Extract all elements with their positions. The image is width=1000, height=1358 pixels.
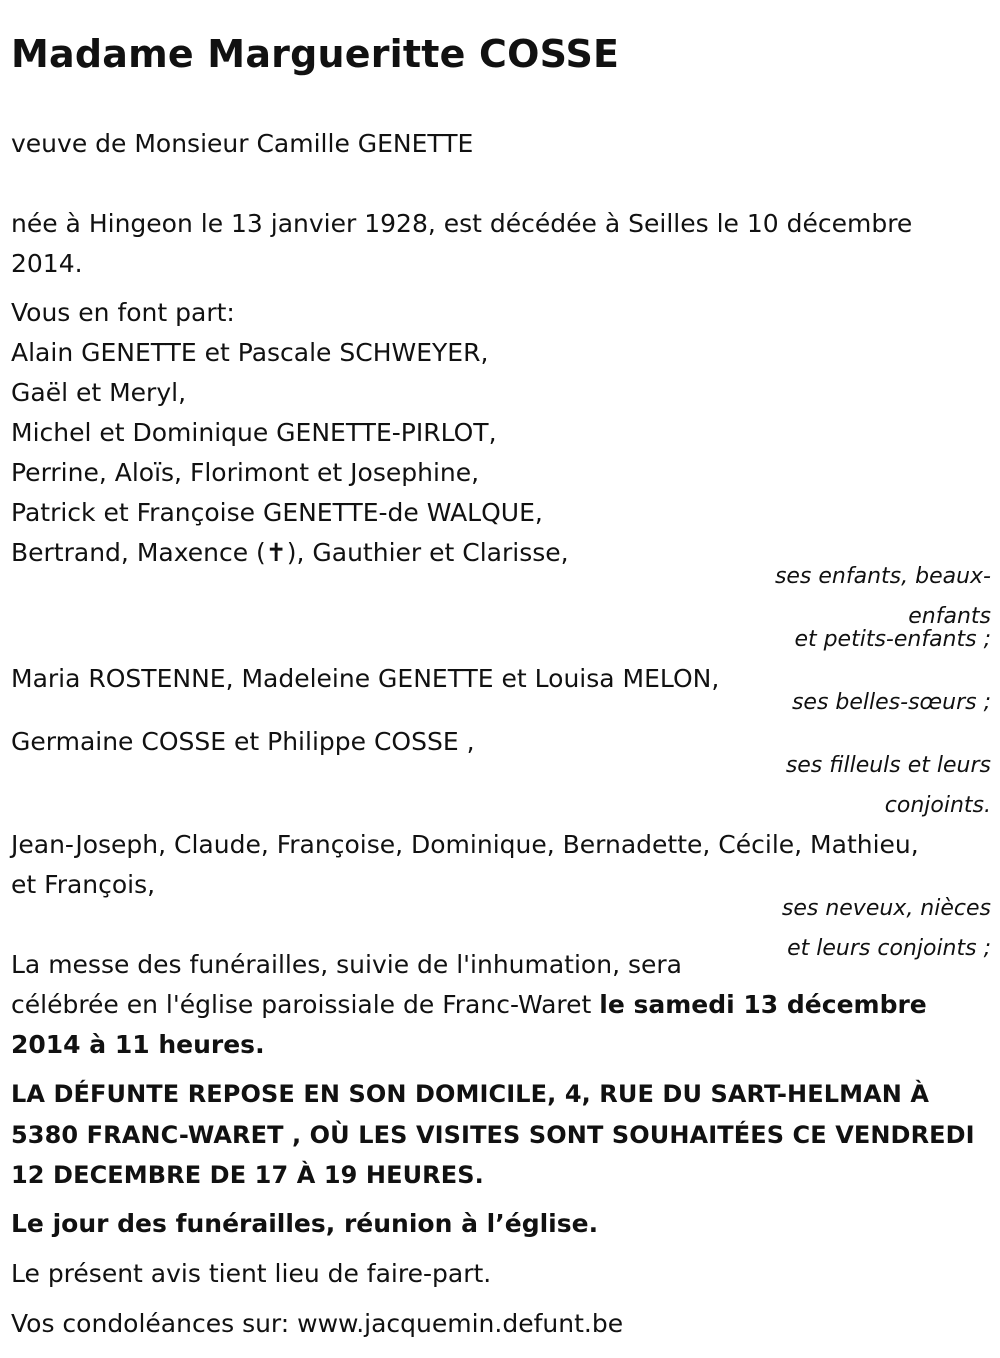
child-entry: Alain GENETTE et Pascale SCHWEYER, <box>11 338 489 367</box>
birth-death-line-2: 2014. <box>11 249 83 278</box>
role-godchildren: conjoints. <box>884 793 991 818</box>
funeral-time: 2014 à 11 heures. <box>11 1030 265 1059</box>
sisters-in-law-line: Maria ROSTENNE, Madeleine GENETTE et Louisa MELON, <box>11 664 720 693</box>
godchildren-line: Germaine COSSE et Philippe COSSE , <box>11 727 475 756</box>
visitation-line-2: 5380 FRANC-WARET , OÙ LES VISITES SONT SOUHAITÉES CE VENDREDI <box>11 1121 975 1149</box>
funeral-line-1: La messe des funérailles, suivie de l'inhumation, sera <box>11 950 682 979</box>
family-intro: Vous en font part: <box>11 298 235 327</box>
role-sisters-in-law: ses belles-sœurs ; <box>791 690 991 715</box>
role-nephews: et leurs conjoints ; <box>787 936 991 961</box>
meeting-note: Le jour des funérailles, réunion à l’église. <box>11 1209 599 1238</box>
child-entry: Patrick et Françoise GENETTE-de WALQUE, <box>11 498 543 527</box>
role-nephews: ses neveux, nièces <box>781 896 991 921</box>
nephews-line-1: Jean-Joseph, Claude, Françoise, Dominique, Bernadette, Cécile, Mathieu, <box>11 830 919 859</box>
funeral-place: célébrée en l'église paroissiale de Franc-Waret <box>11 990 600 1019</box>
funeral-date: le samedi 13 décembre <box>599 990 927 1019</box>
page-title: Madame Margueritte COSSE <box>11 32 620 76</box>
role-children: enfants <box>908 604 991 629</box>
child-entry: Perrine, Aloïs, Florimont et Josephine, <box>11 458 480 487</box>
role-children: ses enfants, beaux- <box>774 564 991 589</box>
birth-death-line-1: née à Hingeon le 13 janvier 1928, est décédée à Seilles le 10 décembre <box>11 209 913 238</box>
condolences-line: Vos condoléances sur: www.jacquemin.defunt.be <box>11 1309 624 1338</box>
role-godchildren: ses filleuls et leurs <box>785 753 991 778</box>
child-entry: Gaël et Meryl, <box>11 378 187 407</box>
role-children: et petits-enfants ; <box>794 627 991 652</box>
notice-note: Le présent avis tient lieu de faire-part. <box>11 1259 492 1288</box>
visitation-line-3: 12 DECEMBRE DE 17 À 19 HEURES. <box>11 1161 484 1189</box>
visitation-line-1: LA DÉFUNTE REPOSE EN SON DOMICILE, 4, RUE DU SART-HELMAN À <box>11 1080 930 1108</box>
child-entry: Michel et Dominique GENETTE-PIRLOT, <box>11 418 497 447</box>
child-entry: Bertrand, Maxence (✝), Gauthier et Clarisse, <box>11 538 569 567</box>
funeral-line-2 <box>11 985 927 1025</box>
nephews-line-2: et François, <box>11 870 156 899</box>
spouse-line: veuve de Monsieur Camille GENETTE <box>11 129 474 158</box>
